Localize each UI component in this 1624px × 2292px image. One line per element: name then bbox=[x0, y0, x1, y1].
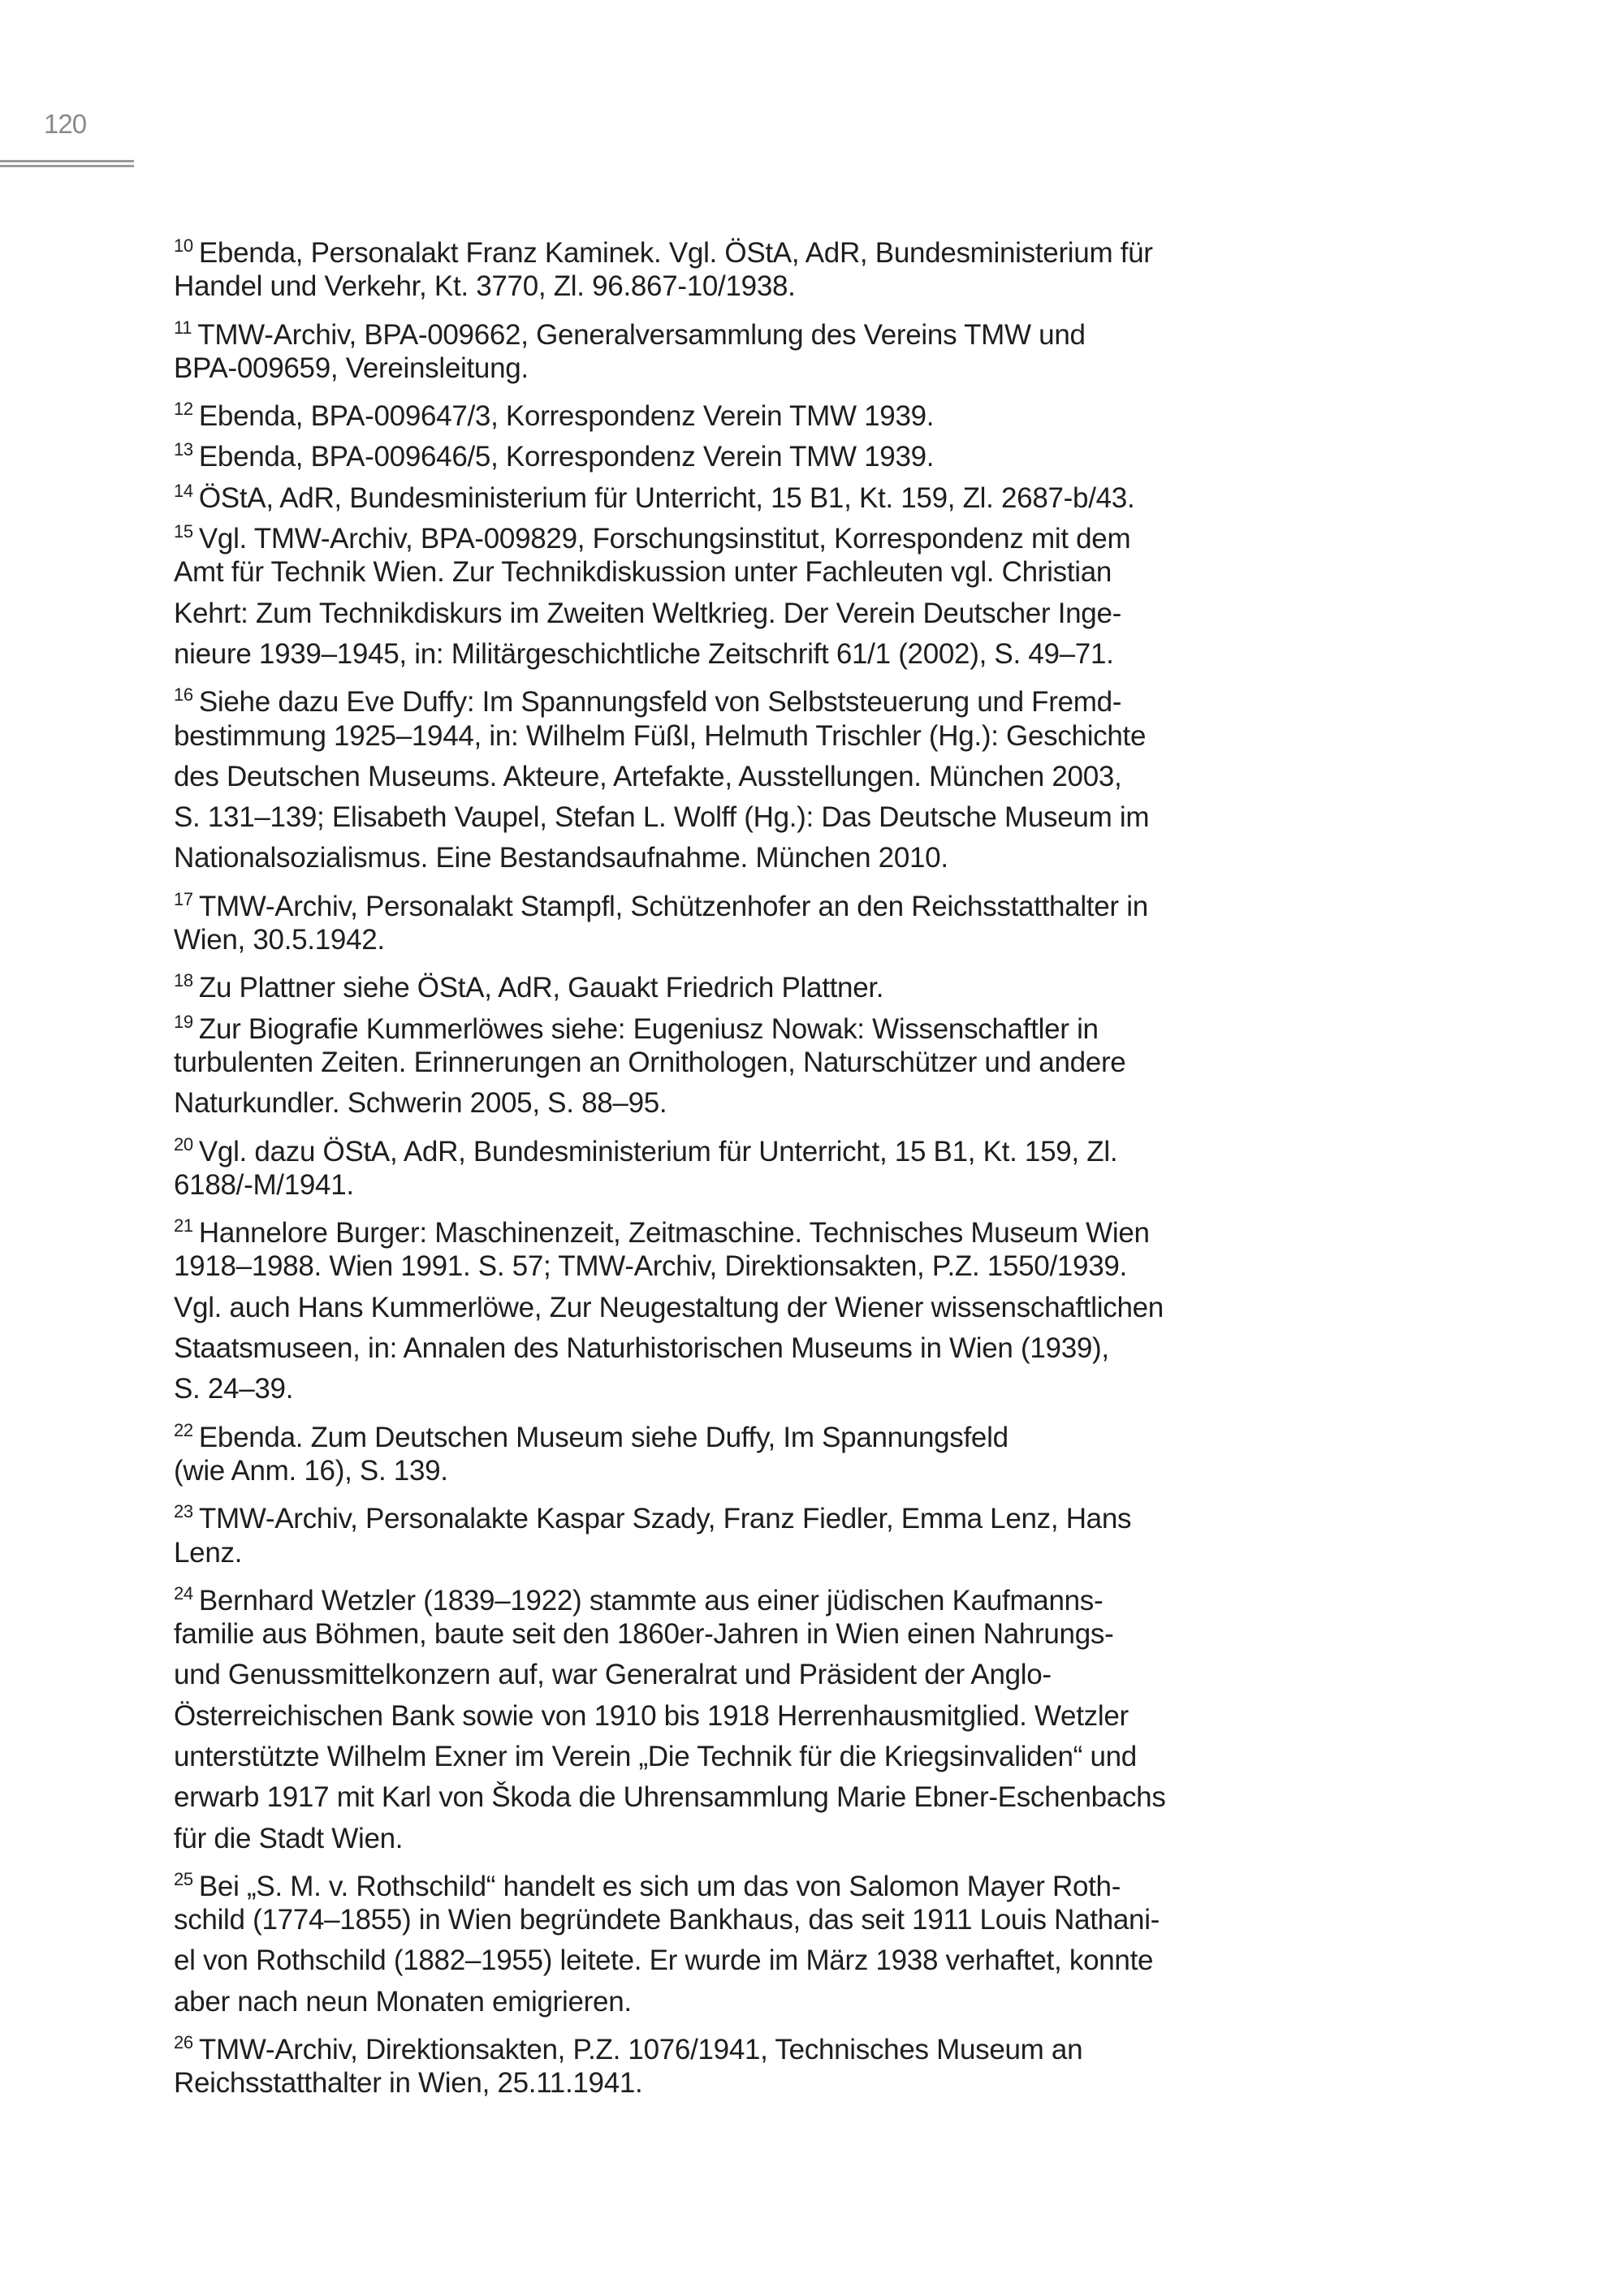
footnote-text: Vgl. auch Hans Kummerlöwe, Zur Neugestaltung der Wiener wissenschaftlichen bbox=[174, 1291, 1164, 1323]
footnote-text: Amt für Technik Wien. Zur Technikdiskussion unter Fachleuten vgl. Christian bbox=[174, 556, 1112, 589]
footnotes bbox=[174, 226, 1278, 2104]
footnote-text: S. 24–39. bbox=[174, 1373, 294, 1405]
footnote bbox=[174, 471, 1278, 514]
footnote-text: Ebenda, BPA-009646/5, Korrespondenz Verein TMW 1939. bbox=[198, 441, 935, 473]
header-rule bbox=[0, 160, 134, 167]
footnote-line bbox=[174, 1859, 1278, 1900]
footnote-text: Österreichischen Bank sowie von 1910 bis 1918 Herrenhausmitglied. Wetzler bbox=[174, 1699, 1129, 1732]
footnote bbox=[174, 1573, 1278, 1859]
footnote-line bbox=[174, 1042, 1278, 1083]
footnote-text: Vgl. TMW-Archiv, BPA-009829, Forschungsinstitut, Korrespondenz mit dem bbox=[198, 523, 1131, 555]
footnote bbox=[174, 960, 1278, 1004]
footnote-text: ÖStA, AdR, Bundesministerium für Unterricht, 15 B1, Kt. 159, Zl. 2687-b/43. bbox=[198, 481, 1135, 514]
footnote-text: und Genussmittelkonzern auf, war Generalrat und Präsident der Anglo- bbox=[174, 1659, 1052, 1691]
footnote-number: 20 bbox=[174, 1133, 193, 1155]
footnote-line bbox=[174, 1369, 1278, 1409]
footnote-text: Ebenda. Zum Deutschen Museum siehe Duffy, Im Spannungsfeld bbox=[198, 1421, 1009, 1453]
footnote-text: nieure 1939–1945, in: Militärgeschichtliche Zeitschrift 61/1 (2002), S. 49–71. bbox=[174, 637, 1114, 670]
footnote-number: 23 bbox=[174, 1501, 193, 1522]
footnote-line bbox=[174, 920, 1278, 960]
footnote-text: aber nach neun Monaten emigrieren. bbox=[174, 1985, 632, 2018]
footnote-line bbox=[174, 348, 1278, 389]
footnote bbox=[174, 2022, 1278, 2104]
footnote-line bbox=[174, 1491, 1278, 1535]
footnote-number: 21 bbox=[174, 1215, 193, 1237]
footnote-text: TMW-Archiv, BPA-009662, Generalversammlung des Vereins TMW und bbox=[197, 318, 1086, 351]
footnote-text: Zu Plattner siehe ÖStA, AdR, Gauakt Friedrich Plattner. bbox=[198, 972, 884, 1004]
footnote-line bbox=[174, 1777, 1278, 1818]
footnote-text: familie aus Böhmen, baute seit den 1860er-Jahren in Wien einen Nahrungs- bbox=[174, 1618, 1114, 1651]
footnote-number: 12 bbox=[174, 399, 193, 420]
footnote-line bbox=[174, 1573, 1278, 1614]
footnote-text: Bernhard Wetzler (1839–1922) stammte aus einer jüdischen Kaufmanns- bbox=[198, 1584, 1104, 1616]
footnote bbox=[174, 1491, 1278, 1573]
footnote-text: el von Rothschild (1882–1955) leitete. Er wurde im März 1938 verhaftet, konnte bbox=[174, 1945, 1154, 1977]
footnote-text: turbulenten Zeiten. Erinnerungen an Ornithologen, Naturschützer und andere bbox=[174, 1046, 1126, 1078]
footnote bbox=[174, 1124, 1278, 1206]
footnote-number: 16 bbox=[174, 684, 193, 706]
footnote-text: 6188/-M/1941. bbox=[174, 1168, 354, 1201]
footnote-line bbox=[174, 1410, 1278, 1451]
footnote-line bbox=[174, 552, 1278, 593]
footnote-number: 19 bbox=[174, 1011, 193, 1032]
footnote-text: erwarb 1917 mit Karl von Škoda die Uhrensammlung Marie Ebner-Eschenbachs bbox=[174, 1781, 1166, 1814]
footnote-number: 10 bbox=[174, 235, 193, 256]
footnote-number: 17 bbox=[174, 888, 193, 909]
footnote-line bbox=[174, 1696, 1278, 1737]
footnote-text: 1918–1988. Wien 1991. S. 57; TMW-Archiv, Direktionsakten, P.Z. 1550/1939. bbox=[174, 1250, 1127, 1283]
footnote-text: Siehe dazu Eve Duffy: Im Spannungsfeld von Selbststeuerung und Fremd- bbox=[198, 686, 1122, 719]
footnote-line bbox=[174, 471, 1278, 514]
footnote-line bbox=[174, 1083, 1278, 1124]
footnote-text: Vgl. dazu ÖStA, AdR, Bundesministerium für Unterricht, 15 B1, Kt. 159, Zl. bbox=[198, 1135, 1118, 1168]
footnote-line bbox=[174, 1940, 1278, 1981]
footnote-text: Hannelore Burger: Maschinenzeit, Zeitmaschine. Technisches Museum Wien bbox=[198, 1217, 1150, 1250]
footnote-text: Naturkundler. Schwerin 2005, S. 88–95. bbox=[174, 1087, 667, 1120]
footnote-text: Zur Biografie Kummerlöwes siehe: Eugeniusz Nowak: Wissenschaftler in bbox=[198, 1012, 1099, 1045]
footnote-text: Wien, 30.5.1942. bbox=[174, 924, 385, 956]
footnote-line bbox=[174, 1165, 1278, 1206]
footnote-line bbox=[174, 1451, 1278, 1491]
footnote-text: schild (1774–1855) in Wien begründete Bankhaus, das seit 1911 Louis Nathani- bbox=[174, 1904, 1160, 1936]
footnote-line bbox=[174, 1533, 1278, 1573]
footnote-line bbox=[174, 266, 1278, 307]
footnote-line bbox=[174, 1655, 1278, 1695]
footnote bbox=[174, 308, 1278, 390]
footnote-line bbox=[174, 1900, 1278, 1940]
footnote-text: für die Stadt Wien. bbox=[174, 1822, 404, 1854]
footnote-text: unterstützte Wilhelm Exner im Verein „Die Technik für die Kriegsinvaliden“ und bbox=[174, 1740, 1137, 1772]
footnote-line bbox=[174, 1206, 1278, 1250]
footnote-number: 18 bbox=[174, 970, 193, 991]
footnote-number: 26 bbox=[174, 2032, 193, 2053]
footnote bbox=[174, 1859, 1278, 2022]
footnote-line bbox=[174, 594, 1278, 634]
footnote-line bbox=[174, 429, 1278, 473]
footnote-line bbox=[174, 1819, 1278, 1859]
footnote bbox=[174, 389, 1278, 433]
footnote-text: Kehrt: Zum Technikdiskurs im Zweiten Weltkrieg. Der Verein Deutscher Inge- bbox=[174, 597, 1121, 629]
footnote-text: Nationalsozialismus. Eine Bestandsaufnahme. München 2010. bbox=[174, 842, 948, 874]
footnote-line bbox=[174, 1288, 1278, 1328]
footnote-text: Reichsstatthalter in Wien, 25.11.1941. bbox=[174, 2067, 643, 2100]
footnote bbox=[174, 429, 1278, 473]
footnote-number: 14 bbox=[174, 480, 193, 501]
footnote-text: Ebenda, Personalakt Franz Kaminek. Vgl. ÖStA, AdR, Bundesministerium für bbox=[198, 237, 1153, 269]
footnote-number: 15 bbox=[174, 521, 193, 542]
footnote-text: S. 131–139; Elisabeth Vaupel, Stefan L. Wolff (Hg.): Das Deutsche Museum im bbox=[174, 801, 1150, 834]
footnote-line bbox=[174, 960, 1278, 1004]
footnote-number: 25 bbox=[174, 1868, 193, 1889]
footnote-text: Lenz. bbox=[174, 1536, 243, 1569]
footnote-text: Ebenda, BPA-009647/3, Korrespondenz Verein TMW 1939. bbox=[198, 400, 935, 433]
footnote bbox=[174, 1206, 1278, 1409]
footnote bbox=[174, 511, 1278, 675]
footnote-text: des Deutschen Museums. Akteure, Artefakte, Ausstellungen. München 2003, bbox=[174, 760, 1122, 792]
footnote-line bbox=[174, 1124, 1278, 1168]
footnote-text: Staatsmuseen, in: Annalen des Naturhistorischen Museums in Wien (1939), bbox=[174, 1332, 1109, 1365]
footnote-line bbox=[174, 1328, 1278, 1369]
footnote-line bbox=[174, 389, 1278, 433]
footnote-line bbox=[174, 634, 1278, 675]
page-number: 120 bbox=[44, 109, 87, 139]
footnote-text: BPA-009659, Vereinsleitung. bbox=[174, 352, 529, 384]
footnote-line bbox=[174, 879, 1278, 920]
footnote-line bbox=[174, 1982, 1278, 2022]
footnote-line bbox=[174, 1614, 1278, 1655]
footnote-number: 13 bbox=[174, 439, 193, 460]
footnote-text: (wie Anm. 16), S. 139. bbox=[174, 1454, 448, 1487]
footnote bbox=[174, 879, 1278, 961]
footnote bbox=[174, 675, 1278, 878]
footnote-line bbox=[174, 308, 1278, 351]
footnote-line bbox=[174, 511, 1278, 555]
footnote bbox=[174, 226, 1278, 308]
footnote-line bbox=[174, 1246, 1278, 1287]
footnote-line bbox=[174, 226, 1278, 269]
footnote-number: 11 bbox=[174, 317, 192, 338]
footnote-number: 24 bbox=[174, 1582, 193, 1604]
footnote-line bbox=[174, 2063, 1278, 2104]
footnote-text: Handel und Verkehr, Kt. 3770, Zl. 96.867-10/1938. bbox=[174, 270, 796, 303]
footnote-line bbox=[174, 838, 1278, 878]
footnote-line bbox=[174, 1002, 1278, 1045]
footnote-text: Bei „S. M. v. Rothschild“ handelt es sich um das von Salomon Mayer Roth- bbox=[198, 1870, 1121, 1902]
footnote-line bbox=[174, 797, 1278, 838]
footnote bbox=[174, 1002, 1278, 1124]
footnote-line bbox=[174, 716, 1278, 757]
footnote-line bbox=[174, 757, 1278, 797]
footnote-text: bestimmung 1925–1944, in: Wilhelm Füßl, Helmuth Trischler (Hg.): Geschichte bbox=[174, 719, 1147, 752]
footnote bbox=[174, 1410, 1278, 1492]
footnote-text: TMW-Archiv, Personalakte Kaspar Szady, Franz Fiedler, Emma Lenz, Hans bbox=[198, 1503, 1132, 1535]
footnote-line bbox=[174, 675, 1278, 719]
footnote-text: TMW-Archiv, Personalakt Stampfl, Schützenhofer an den Reichsstatthalter in bbox=[198, 890, 1148, 922]
footnote-line bbox=[174, 1737, 1278, 1777]
footnote-line bbox=[174, 2022, 1278, 2066]
footnote-number: 22 bbox=[174, 1419, 193, 1440]
footnote-text: TMW-Archiv, Direktionsakten, P.Z. 1076/1941, Technisches Museum an bbox=[198, 2034, 1083, 2066]
